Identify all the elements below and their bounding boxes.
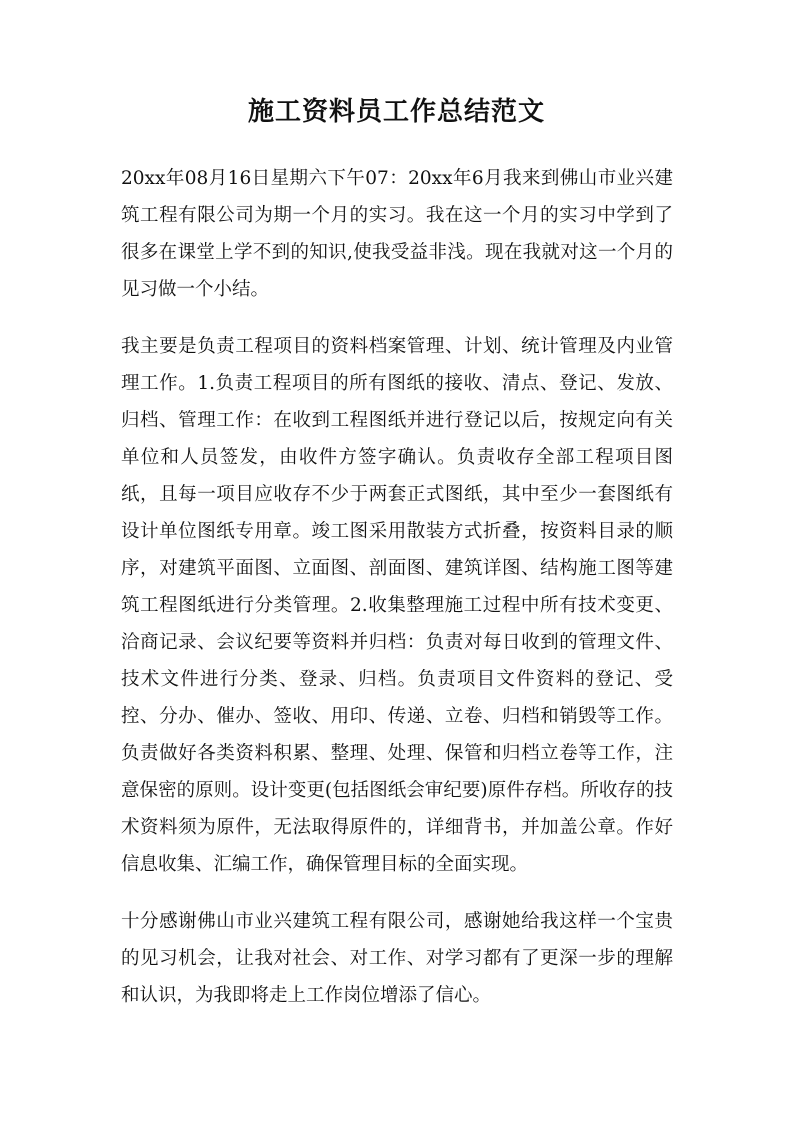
paragraph-thanks: 十分感谢佛山市业兴建筑工程有限公司，感谢她给我这样一个宝贵的见习机会，让我对社会、对工作、对学习都有了更深一步的理解和认识，为我即将走上工作岗位增添了信心。 <box>121 911 673 1006</box>
paragraph-intro: 20xx年08月16日星期六下午07：20xx年6月我来到佛山市业兴建筑工程有限公司为期一个月的实习。我在这一个月的实习中学到了很多在课堂上学不到的知识,使我受益非浅。现在我就对这一个月的见习做一个小结。 <box>121 168 673 300</box>
document-title: 施工资料员工作总结范文 <box>247 97 545 127</box>
document-body <box>121 160 673 1034</box>
paragraph-duties: 我主要是负责工程项目的资料档案管理、计划、统计管理及内业管理工作。1.负责工程项目的所有图纸的接收、清点、登记、发放、归档、管理工作：在收到工程图纸并进行登记以后，按规定向有关单位和人员签发，由收件方签字确认。负责收存全部工程项目图纸，且每一项目应收存不少于两套正式图纸，其中至少一套图纸有设计单位图纸专用章。竣工图采用散装方式折叠，按资料目录的顺序，对建筑平面图、立面图、剖面图、建筑详图、结构施工图等建筑工程图纸进行分类管理。2.收集整理施工过程中所有技术变更、洽商记录、会议纪要等资料并归档：负责对每日收到的管理文件、技术文件进行分类、登录、归档。负责项目文件资料的登记、受控、分办、催办、签收、用印、传递、立卷、归档和销毁等工作。负责做好各类资料积累、整理、处理、保管和归档立卷等工作，注意保密的原则。设计变更(包括图纸会审纪要)原件存档。所收存的技术资料须为原件，无法取得原件的，详细背书，并加盖公章。作好信息收集、汇编工作，确保管理目标的全面实现。 <box>121 336 673 875</box>
